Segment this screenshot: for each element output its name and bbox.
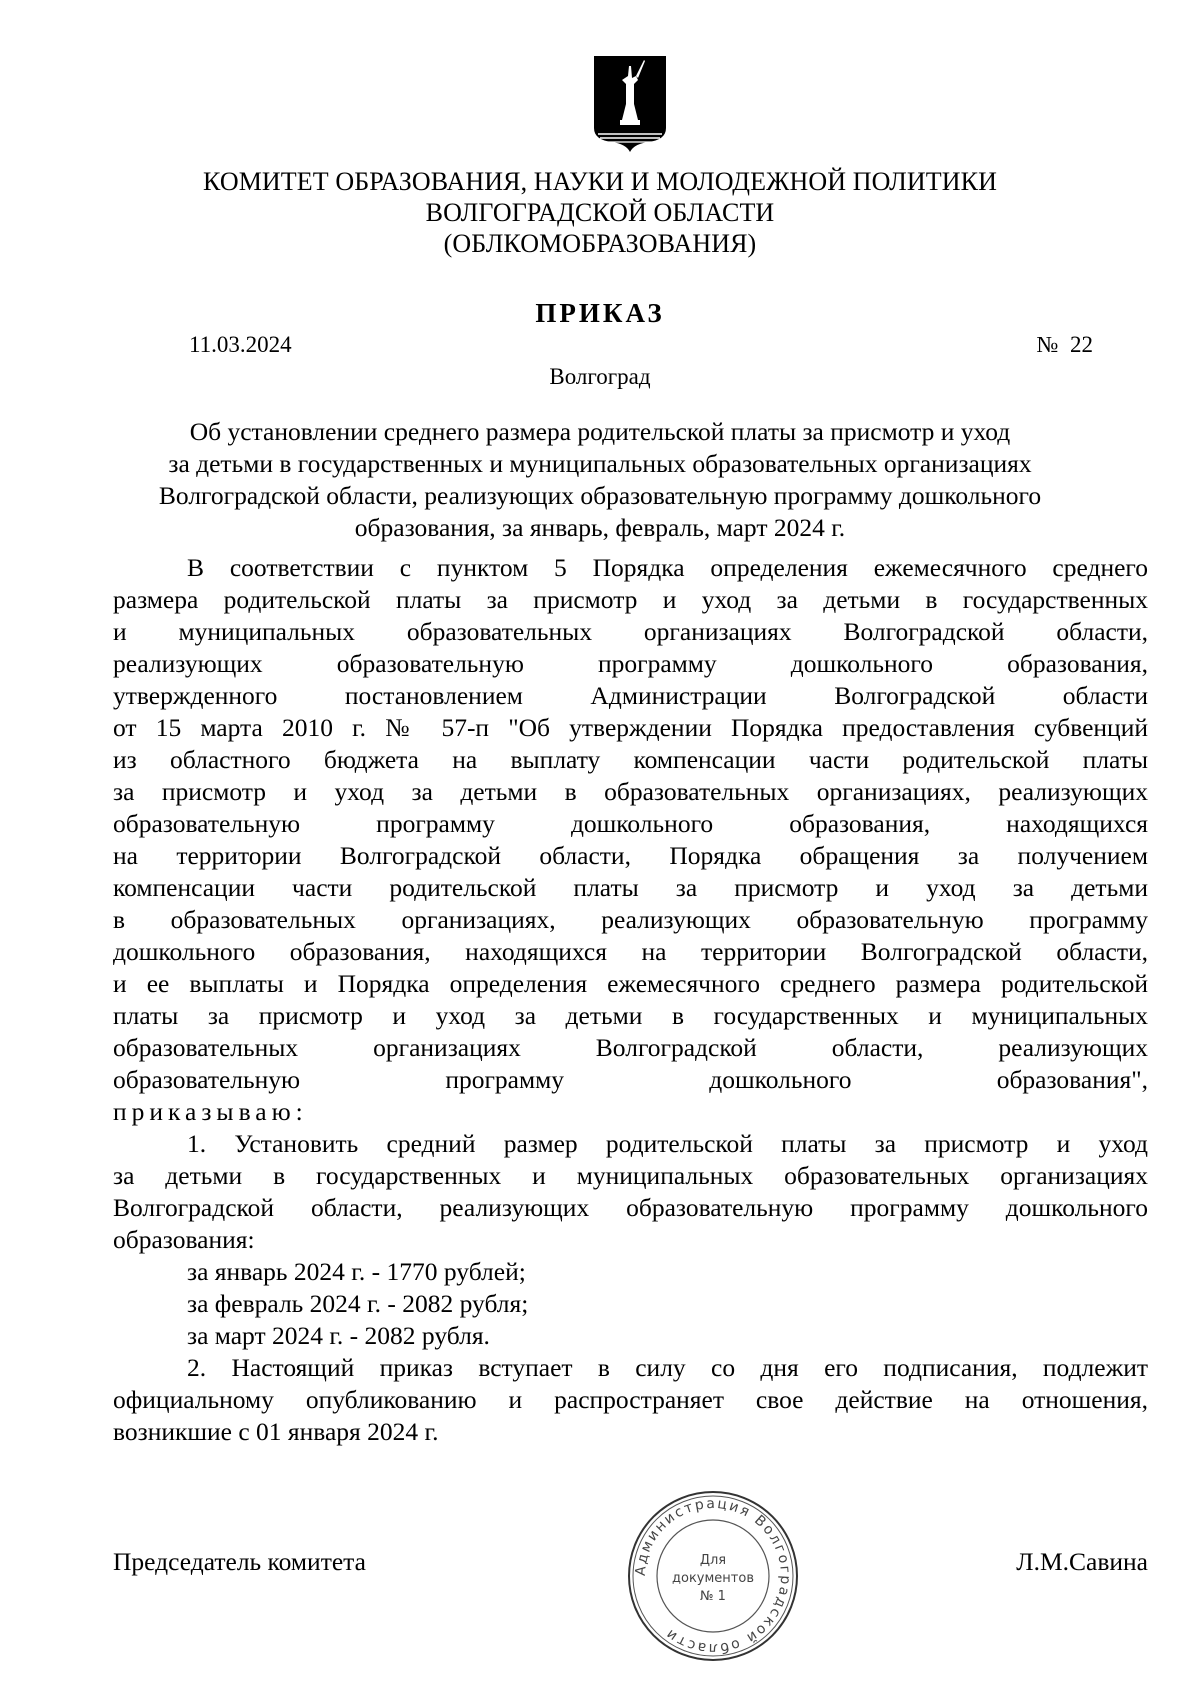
body-line: В соответствии с пунктом 5 Порядка определения ежемесячного среднего: [187, 553, 1148, 582]
body-line: возникшие с 01 января 2024 г.: [113, 1417, 439, 1446]
body-line: от 15 марта 2010 г. № 57-п "Об утверждении Порядка предоставления субвенций: [113, 713, 1148, 742]
body-line: за детьми в государственных и муниципальных образовательных организациях: [113, 1161, 1148, 1190]
org-name-line-1: КОМИТЕТ ОБРАЗОВАНИЯ, НАУКИ И МОЛОДЕЖНОЙ ПОЛИТИКИ: [203, 167, 997, 196]
fee-february: за февраль 2024 г. - 2082 рубля;: [187, 1289, 529, 1318]
stamp-inner-line-1: Для: [699, 1553, 727, 1568]
body-line: в образовательных организациях, реализующих образовательную программу: [113, 905, 1148, 934]
body-line: 1. Установить средний размер родительской платы за присмотр и уход: [187, 1129, 1148, 1158]
coat-of-arms-icon: [592, 54, 668, 154]
body-line: официальному опубликованию и распространяет свое действие на отношения,: [113, 1385, 1148, 1414]
signatory-position: Председатель комитета: [113, 1547, 366, 1576]
org-name-line-2: ВОЛГОГРАДСКОЙ ОБЛАСТИ: [425, 198, 775, 227]
subject-line: Волгоградской области, реализующих образовательную программу дошкольного: [158, 481, 1042, 510]
body-line: из областного бюджета на выплату компенсации части родительской платы: [113, 745, 1148, 774]
body-line: и муниципальных образовательных организациях Волгоградской области,: [113, 617, 1148, 646]
body-line: на территории Волгоградской области, Порядка обращения за получением: [113, 841, 1148, 870]
order-number: № 22: [1036, 332, 1093, 357]
order-directive: приказываю:: [113, 1097, 308, 1126]
body-line: размера родительской платы за присмотр и уход за детьми в государственных: [113, 585, 1148, 614]
body-line: и ее выплаты и Порядка определения ежемесячного среднего размера родительской: [113, 969, 1148, 998]
body-line: за присмотр и уход за детьми в образовательных организациях, реализующих: [113, 777, 1148, 806]
fee-january: за январь 2024 г. - 1770 рублей;: [187, 1257, 526, 1286]
organization-header: [120, 166, 1080, 259]
body-line: 2. Настоящий приказ вступает в силу со дня его подписания, подлежит: [187, 1353, 1148, 1382]
body-line: платы за присмотр и уход за детьми в государственных и муниципальных: [113, 1001, 1148, 1030]
order-title: ПРИКАЗ: [535, 298, 665, 328]
body-line: образования:: [113, 1225, 255, 1254]
subject-line: за детьми в государственных и муниципальных образовательных организациях: [168, 449, 1032, 478]
body-line: образовательную программу дошкольного образования",: [113, 1065, 1148, 1094]
body-line: компенсации части родительской платы за присмотр и уход за детьми: [113, 873, 1148, 902]
body-line: реализующих образовательную программу дошкольного образования,: [113, 649, 1148, 678]
order-subject: [130, 416, 1070, 544]
stamp-ring-text: Администрация Волгоградской области: [632, 1495, 794, 1657]
body-line: Волгоградской области, реализующих образовательную программу дошкольного: [113, 1193, 1148, 1222]
subject-line: Об установлении среднего размера родительской платы за присмотр и уход: [189, 417, 1011, 446]
body-line: образовательных организациях Волгоградской области, реализующих: [113, 1033, 1148, 1062]
body-line: дошкольного образования, находящихся на территории Волгоградской области,: [113, 937, 1148, 966]
subject-line: образования, за январь, февраль, март 2024 г.: [354, 513, 846, 542]
org-name-line-3: (ОБЛКОМОБРАЗОВАНИЯ): [443, 229, 757, 258]
stamp-inner-line-2: документов: [672, 1571, 754, 1586]
body-line: утвержденного постановлением Администрации Волгоградской области: [113, 681, 1148, 710]
signatory-name: Л.М.Савина: [1016, 1547, 1148, 1576]
body-line: образовательную программу дошкольного образования, находящихся: [113, 809, 1148, 838]
official-stamp: [625, 1488, 801, 1664]
fee-march: за март 2024 г. - 2082 рубля.: [187, 1321, 490, 1350]
order-date: 11.03.2024: [189, 332, 292, 357]
order-city: Волгоград: [549, 364, 651, 389]
stamp-inner-line-3: № 1: [700, 1589, 726, 1604]
